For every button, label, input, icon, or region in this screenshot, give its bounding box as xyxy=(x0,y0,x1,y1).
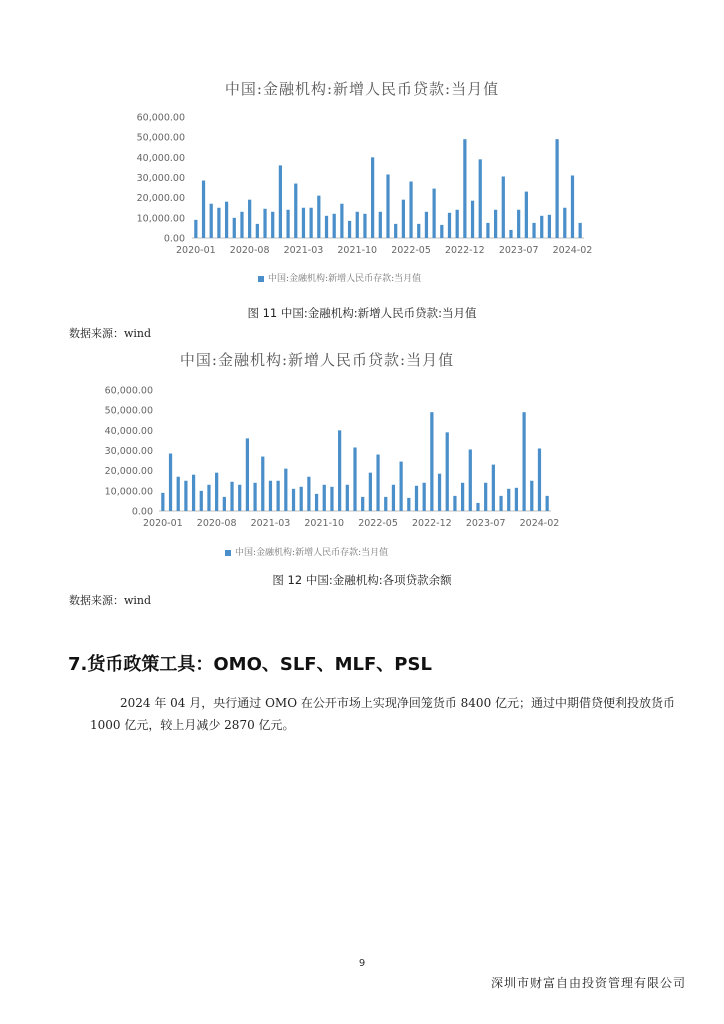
bar xyxy=(515,488,518,511)
y-tick-label: 0.00 xyxy=(163,233,185,245)
bar xyxy=(200,491,203,511)
y-tick-label: 30,000.00 xyxy=(136,173,185,184)
y-tick-label: 60,000.00 xyxy=(136,112,185,124)
bar xyxy=(530,481,533,511)
bar xyxy=(384,497,387,511)
y-tick-label: 30,000.00 xyxy=(104,446,153,457)
x-tick-label: 2020-08 xyxy=(229,245,270,256)
bar xyxy=(323,485,326,511)
chart-1-title: 中国:金融机构:新增人民币贷款:当月值 xyxy=(224,80,500,98)
x-tick-label: 2024-02 xyxy=(552,245,593,256)
x-tick-label: 2024-02 xyxy=(519,518,560,529)
chart-2-legend-label: 中国:金融机构:新增人民币存款:当月值 xyxy=(235,548,389,558)
legend-swatch xyxy=(225,550,231,556)
chart-2-title: 中国:金融机构:新增人民币贷款:当月值 xyxy=(179,351,455,369)
bar xyxy=(430,412,433,511)
data-source-2: 数据来源：wind xyxy=(69,594,152,607)
bar xyxy=(423,483,426,511)
bar xyxy=(246,438,249,511)
bar xyxy=(361,497,364,511)
x-tick-label: 2021-03 xyxy=(283,245,324,256)
y-tick-label: 0.00 xyxy=(131,506,153,518)
x-tick-label: 2022-05 xyxy=(391,245,431,256)
y-tick-label: 10,000.00 xyxy=(104,486,153,498)
company-name: 深圳市财富自由投资管理有限公司 xyxy=(490,976,686,990)
bar xyxy=(507,489,510,511)
x-tick-label: 2022-05 xyxy=(358,518,398,529)
y-tick-label: 50,000.00 xyxy=(136,132,185,144)
x-tick-label: 2022-12 xyxy=(412,518,452,529)
bar xyxy=(184,481,187,511)
bar xyxy=(300,487,303,511)
bar xyxy=(453,496,456,511)
bar xyxy=(223,497,226,511)
y-tick-label: 50,000.00 xyxy=(104,405,153,417)
bar xyxy=(177,477,180,511)
bar xyxy=(169,454,172,511)
y-tick-label: 40,000.00 xyxy=(136,152,185,164)
x-tick-label: 2021-03 xyxy=(250,518,291,529)
bar xyxy=(484,483,487,511)
bar xyxy=(338,430,341,511)
bar xyxy=(353,447,356,511)
bar xyxy=(446,432,449,511)
section-heading: 7.货币政策工具：OMO、SLF、MLF、PSL xyxy=(68,654,432,675)
figure-11-caption: 图 11 中国:金融机构:新增人民币贷款:当月值 xyxy=(247,306,477,320)
bar xyxy=(207,485,210,511)
bar xyxy=(269,481,272,511)
bar xyxy=(292,489,295,511)
bar xyxy=(346,485,349,511)
bar xyxy=(407,498,410,511)
bar xyxy=(538,448,541,511)
bar xyxy=(284,469,287,511)
bar xyxy=(315,494,318,511)
bar xyxy=(392,485,395,511)
bar xyxy=(330,487,333,511)
bar xyxy=(230,482,233,511)
x-tick-label: 2021-10 xyxy=(304,518,345,529)
section-paragraph: 2024 年 04 月，央行通过 OMO 在公开市场上实现净回笼货币 8400 亿元；通过中期借贷便利投放货币 1000 亿元，较上月减少 2870 亿元。 xyxy=(90,696,676,732)
chart-2-legend xyxy=(225,545,388,558)
x-tick-label: 2021-10 xyxy=(337,245,378,256)
bar xyxy=(438,474,441,511)
bar xyxy=(546,496,549,511)
bar xyxy=(476,503,479,511)
bar xyxy=(522,412,525,511)
bar xyxy=(499,496,502,511)
y-tick-label: 60,000.00 xyxy=(104,385,153,397)
bar xyxy=(415,486,418,511)
x-tick-label: 2020-01 xyxy=(175,245,216,256)
bar xyxy=(253,483,256,511)
y-tick-label: 20,000.00 xyxy=(104,466,153,478)
x-tick-label: 2023-07 xyxy=(465,518,506,529)
bar xyxy=(161,493,164,511)
x-tick-label: 2022-12 xyxy=(445,245,485,256)
bar xyxy=(376,455,379,511)
bar xyxy=(400,462,403,511)
y-tick-label: 10,000.00 xyxy=(136,213,185,225)
bar xyxy=(215,473,218,511)
bar xyxy=(461,483,464,511)
figure-12-caption: 图 12 中国:金融机构:各项贷款余额 xyxy=(272,573,452,587)
x-tick-label: 2020-08 xyxy=(196,518,237,529)
x-tick-label: 2020-01 xyxy=(142,518,183,529)
chart-1-legend-label: 中国:金融机构:新增人民币存款:当月值 xyxy=(268,274,422,284)
bar xyxy=(369,473,372,511)
bar xyxy=(238,485,241,511)
y-tick-label: 20,000.00 xyxy=(136,193,185,205)
bar xyxy=(469,449,472,511)
x-tick-label: 2023-07 xyxy=(498,245,539,256)
bar xyxy=(307,477,310,511)
page-number: 9 xyxy=(358,958,366,969)
bar xyxy=(261,457,264,511)
y-tick-label: 40,000.00 xyxy=(104,425,153,437)
bar xyxy=(492,465,495,511)
data-source-1: 数据来源：wind xyxy=(69,327,152,340)
bar xyxy=(277,481,280,511)
bar xyxy=(192,475,195,511)
